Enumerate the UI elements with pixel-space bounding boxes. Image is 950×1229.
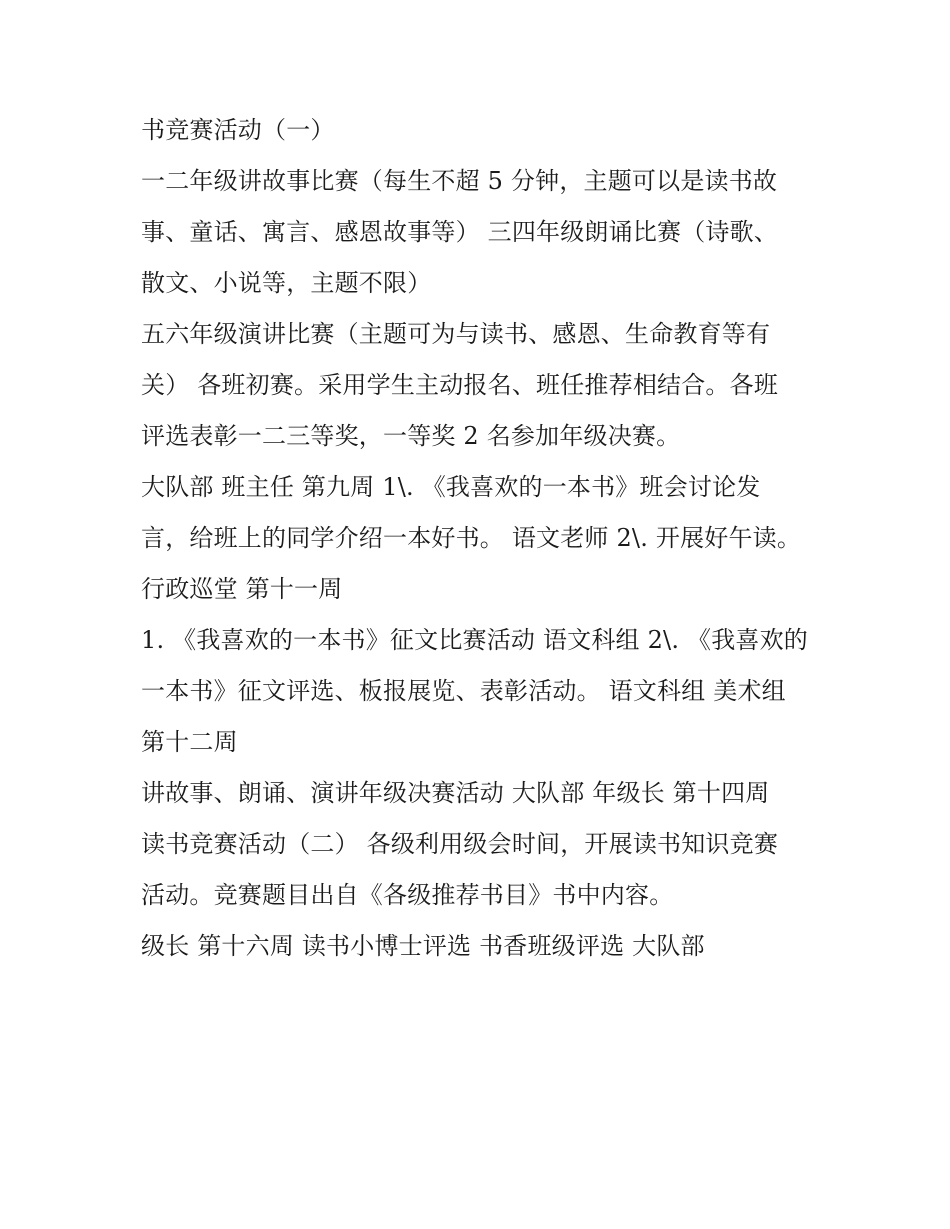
text-line: 行政巡堂 第十一周 xyxy=(141,575,343,603)
text-line: 读书竞赛活动（二） 各级利用级会时间，开展读书知识竞赛 xyxy=(141,830,779,858)
text-line: 评选表彰一二三等奖，一等奖 2 名参加年级决赛。 xyxy=(141,422,681,450)
text-line: 关） 各班初赛。采用学生主动报名、班任推荐相结合。各班 xyxy=(141,371,779,399)
text-line: 讲故事、朗诵、演讲年级决赛活动 大队部 年级长 第十四周 xyxy=(141,779,770,807)
document-body xyxy=(141,110,821,977)
text-line: 第十二周 xyxy=(141,728,238,756)
text-line: 大队部 班主任 第九周 1\. 《我喜欢的一本书》班会讨论发 xyxy=(141,473,761,501)
text-line: 五六年级演讲比赛（主题可为与读书、感恩、生命教育等有 xyxy=(141,320,771,348)
text-line: 一本书》征文评选、板报展览、表彰活动。 语文科组 美术组 xyxy=(141,677,786,705)
text-line: 1. 《我喜欢的一本书》征文比赛活动 语文科组 2\. 《我喜欢的 xyxy=(141,626,808,654)
text-line: 书竞赛活动（一） xyxy=(141,116,335,144)
text-line: 一二年级讲故事比赛（每生不超 5 分钟，主题可以是读书故 xyxy=(141,167,778,195)
text-line: 言，给班上的同学介绍一本好书。 语文老师 2\. 开展好午读。 xyxy=(141,524,802,552)
text-line: 事、童话、寓言、感恩故事等） 三四年级朗诵比赛（诗歌、 xyxy=(141,218,779,246)
text-line: 级长 第十六周 读书小博士评选 书香班级评选 大队部 xyxy=(141,932,705,960)
text-line: 散文、小说等，主题不限） xyxy=(141,269,432,297)
text-line: 活动。竞赛题目出自《各级推荐书目》书中内容。 xyxy=(141,881,674,909)
